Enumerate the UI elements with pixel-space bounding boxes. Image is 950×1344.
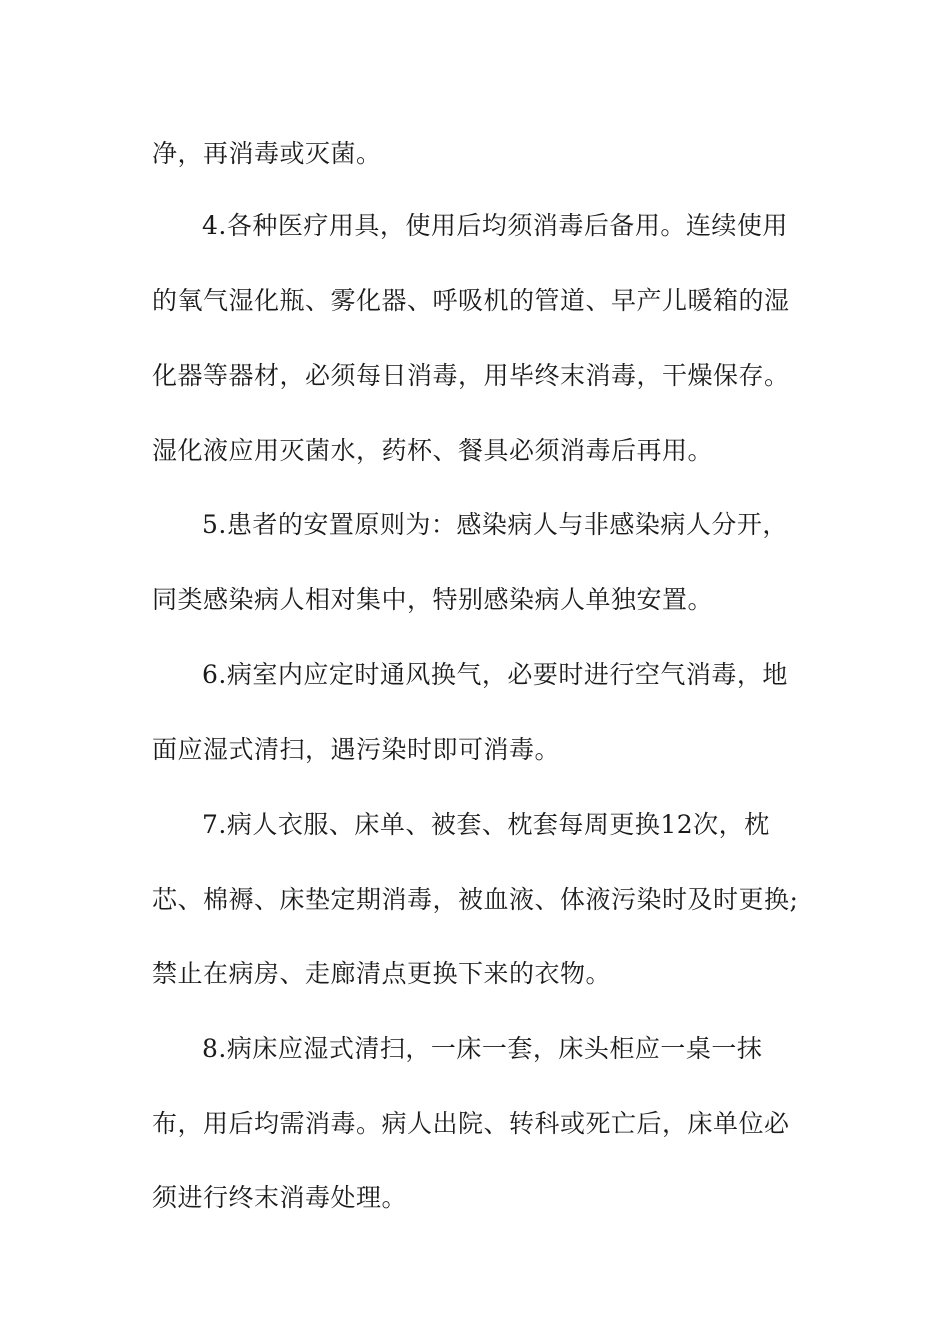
text-line: 芯、棉褥、床垫定期消毒，被血液、体液污染时及时更换; <box>152 885 799 914</box>
text-line: 布，用后均需消毒。病人出院、转科或死亡后，床单位必 <box>152 1109 790 1138</box>
paragraph-7-line: 7.病人衣服、床单、被套、枕套每周更换12次，枕 <box>202 810 770 839</box>
text-line: 净，再消毒或灭菌。 <box>152 139 382 168</box>
text-line: 须进行终末消毒处理。 <box>152 1183 408 1212</box>
paragraph-8-line: 8.病床应湿式清扫，一床一套，床头柜应一桌一抹 <box>202 1034 763 1063</box>
text-line: 的氧气湿化瓶、雾化器、呼吸机的管道、早产儿暖箱的湿 <box>152 286 790 315</box>
text-line: 化器等器材，必须每日消毒，用毕终末消毒，干燥保存。 <box>152 361 790 390</box>
paragraph-4-line: 4.各种医疗用具，使用后均须消毒后备用。连续使用 <box>202 211 788 240</box>
text-line: 湿化液应用灭菌水，药杯、餐具必须消毒后再用。 <box>152 436 714 465</box>
paragraph-5-line: 5.患者的安置原则为：感染病人与非感染病人分开， <box>202 510 788 539</box>
text-line: 禁止在病房、走廊清点更换下来的衣物。 <box>152 959 612 988</box>
text-line: 面应湿式清扫，遇污染时即可消毒。 <box>152 735 561 764</box>
text-line: 同类感染病人相对集中，特别感染病人单独安置。 <box>152 585 714 614</box>
paragraph-6-line: 6.病室内应定时通风换气，必要时进行空气消毒，地 <box>202 660 788 689</box>
